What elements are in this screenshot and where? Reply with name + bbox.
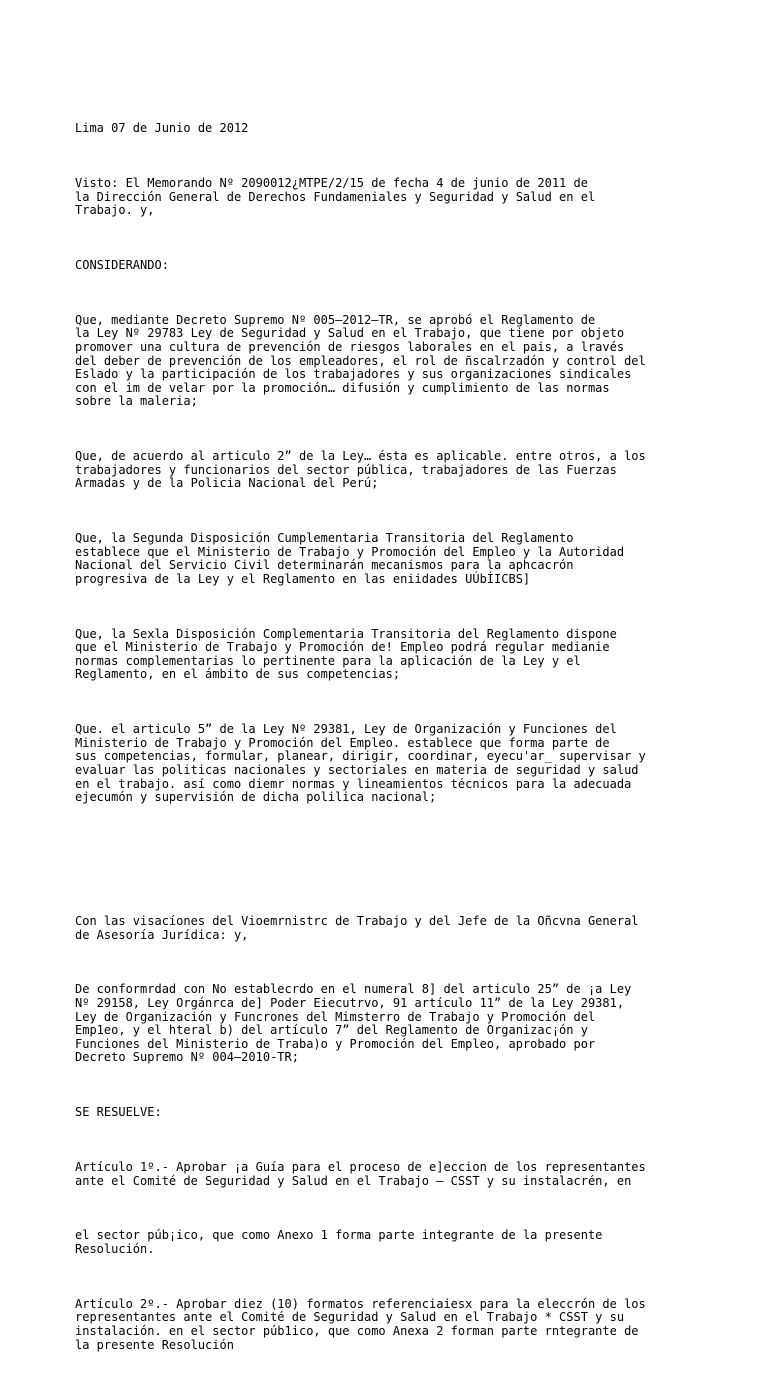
articulo-1-part-a: Artículo 1º.- Aprobar ¡a Guía para el proceso de e]eccion de los representantes ante el Comité de Seguridad y Salud en el Trabajo — CSST y su instalacrén, en: [75, 1160, 646, 1188]
conformidad-paragraph: De conformrdad con No establecrdo en el numeral 8] del articulo 25” de ¡a Ley Nº 29158, Ley Orgánrca de] Poder Eiecutrvo, 91 artículo 11” de la Ley 29381, Ley de Organización y Funcrones del Mimsterro de Trabajo y Promoción del Emp1eo, y el hteral b) del artículo 7” del Reglamento de Organizac¡ón y Funciones del Ministerio de Traba)o y Promoción del Empleo, aprobado por Decreto Supremo Nº 004—2010-TR;: [75, 982, 632, 1065]
considerando-paragraph-4: Que, la Sexla Disposición Complementaria Transitoria del Reglamento dispone que el Ministerio de Trabajo y Promoción de! Empleo podrá regular medianie normas complementarias lo pertinente para la aplicación de la Ley y el Reglamento, en el ámbito de sus competencias;: [75, 626, 617, 682]
document-body: [75, 95, 755, 1393]
articulo-1-part-b: el sector púb¡ico, que como Anexo 1 forma parte integrante de la presente Resolución.: [75, 1228, 603, 1256]
considerando-paragraph-5: Que. el articulo 5” de la Ley Nº 29381, Ley de Organización y Funciones del Ministerio de Trabajo y Promoción del Empleo. establece que forma parte de sus competencias, formular, planear, dirigir, coordinar, eyecu'ar_ supervisar y evaluar las politicas nacionales y sectoriales en materia de seguridad y salud en el trabajo. así como diemr normas y lineamientos técnicos para la adecuada ejecumón y supervisión de dicha polilica nacional;: [75, 722, 646, 805]
visto-paragraph: Visto: El Memorando Nº 2090012¿MTPE/2/15 de fecha 4 de junio de 2011 de la Dirección General de Derechos Fundameniales y Seguridad y Salud en el Trabajo. y,: [75, 175, 596, 218]
visaciones-paragraph: Con las visacíones del Vioemrnistrc de Trabajo y del Jefe de la Oñcvna General de Asesoría Jurídica: y,: [75, 914, 639, 942]
date-line: Lima 07 de Junio de 2012: [75, 121, 249, 136]
considerando-paragraph-1: Que, mediante Decreto Supremo Nº 005—2012—TR, se aprobó el Reglamento de la Ley Nº 29783 Ley de Seguridad y Salud en el Trabajo, que tiene por objeto promover una cultura de prevención de riesgos laborales en el pais, a lravés del deber de prevención de los empleadores, el rol de ñscalrzadón y control del Eslado y la participación de los trabajadores y sus organizaciones sindicales con el im de velar por la promoción… difusión y cumplimiento de las normas sobre la maleria;: [75, 312, 646, 409]
blank-gap: [75, 846, 755, 888]
considerando-heading: CONSIDERANDO:: [75, 257, 169, 272]
articulo-2: Artículo 2º.- Aprobar diez (10) formatos referenciaiesx para la eleccrón de los representantes ante el Comité de Seguridad y Salud en el Trabajo * CSST y su instalación. en el sector púb1ico, que como Anexa 2 forman parte rntegrante de la presente Resolución: [75, 1296, 646, 1352]
considerando-paragraph-3: Que, la Segunda Disposición Cumplementaria Transitoria del Reglamento establece que el Ministerio de Trabajo y Promoción del Empleo y la Autoridad Nacional del Servicio Civil determinarán mecanismos para la aphcacrón progresiva de la Ley y el Reglamento en las eniidades UÚbÍICBS]: [75, 531, 625, 586]
considerando-paragraph-2: Que, de acuerdo al articulo 2” de la Ley… ésta es aplicable. entre otros, a los trabajadores y funcionarios del sector pública, trabajadores de las Fuerzas Armadas y de la Policia Nacional del Perú;: [75, 449, 646, 491]
resuelve-heading: SE RESUELVE:: [75, 1105, 162, 1120]
